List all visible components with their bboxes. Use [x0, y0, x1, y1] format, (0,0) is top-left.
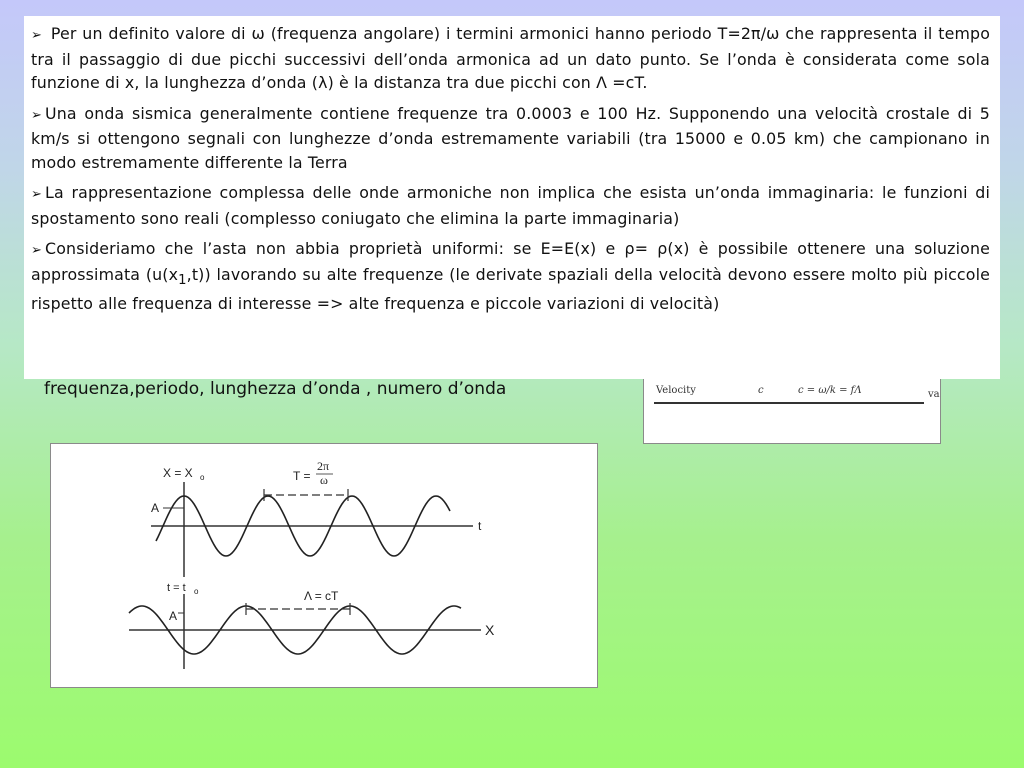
bottom-var-label: t = t — [167, 582, 186, 594]
bullet-text: Una onda sismica generalmente contiene frequenze tra 0.0003 e 100 Hz. Supponendo una velocità crostale di 5 km/s si ottengono segnali con lunghezze d’onda estremamente variabili (tra 15000 e 0.05 km) che campionano in modo estremamente differente la Terra — [31, 103, 990, 172]
top-amp-label: A — [151, 501, 160, 515]
wave-figure-panel — [50, 443, 598, 688]
bullet-item — [31, 181, 990, 230]
arrow-bullet-icon: ➢ — [31, 28, 43, 43]
top-var-sub: o — [200, 473, 205, 482]
slide-caption: frequenza,periodo, lunghezza d’onda , numero d’onda — [44, 379, 507, 399]
bullet-text-box — [24, 16, 1000, 379]
table-symbol: c — [758, 385, 764, 396]
period-denominator: ω — [320, 473, 328, 487]
bullet-text-cont: ,t)) lavorando su alte frequenze (le derivate spaziali della velocità devono essere molto più piccole rispetto alle frequenza di interesse => alte frequenza e piccole variazioni di velocità) — [31, 264, 990, 314]
bullet-item — [31, 22, 990, 95]
top-var-label: X = X — [163, 466, 193, 480]
bullet-text: Consideriamo che l’asta non abbia proprietà uniformi: se E=E(x) e ρ= ρ(x) è possibile ottenere una soluzione approssimata (u(x — [31, 239, 990, 284]
wavelength-label: Λ = cT — [304, 589, 339, 603]
arrow-bullet-icon: ➢ — [31, 107, 43, 123]
table-clipped-text: va — [928, 389, 940, 400]
wave-figure — [51, 444, 597, 687]
bullet-subscript: 1 — [178, 272, 187, 288]
bullet-text: La rappresentazione complessa delle onde armoniche non implica che esista un’onda immaginaria: le funzioni di spostamento sono reali (complesso coniugato che elimina la parte immaginaria) — [31, 183, 990, 228]
period-prefix: T = — [293, 469, 311, 483]
top-axis-label: t — [478, 519, 482, 533]
bullet-text: Per un definito valore di ω (frequenza angolare) i termini armonici hanno periodo T=2π/ω che rappresenta il tempo tra il passaggio di due picchi successivi dell’onda armonica ad un dato punto. Se l’onda è considerata come sola funzione di x, la lunghezza d’onda (λ) è la distanza tra due picchi con Λ =cT. — [31, 24, 991, 92]
table-label: Velocity — [656, 385, 696, 396]
table-formula: c = ω/k = fΛ — [798, 385, 862, 396]
bottom-axis-label: X — [485, 622, 495, 638]
arrow-bullet-icon: ➢ — [31, 243, 43, 258]
bottom-amp-label: A — [169, 609, 178, 623]
period-numerator: 2π — [317, 459, 330, 473]
arrow-bullet-icon: ➢ — [31, 187, 43, 202]
bullet-item — [31, 237, 990, 316]
bullet-item — [31, 102, 990, 175]
bottom-var-sub: o — [194, 587, 199, 596]
